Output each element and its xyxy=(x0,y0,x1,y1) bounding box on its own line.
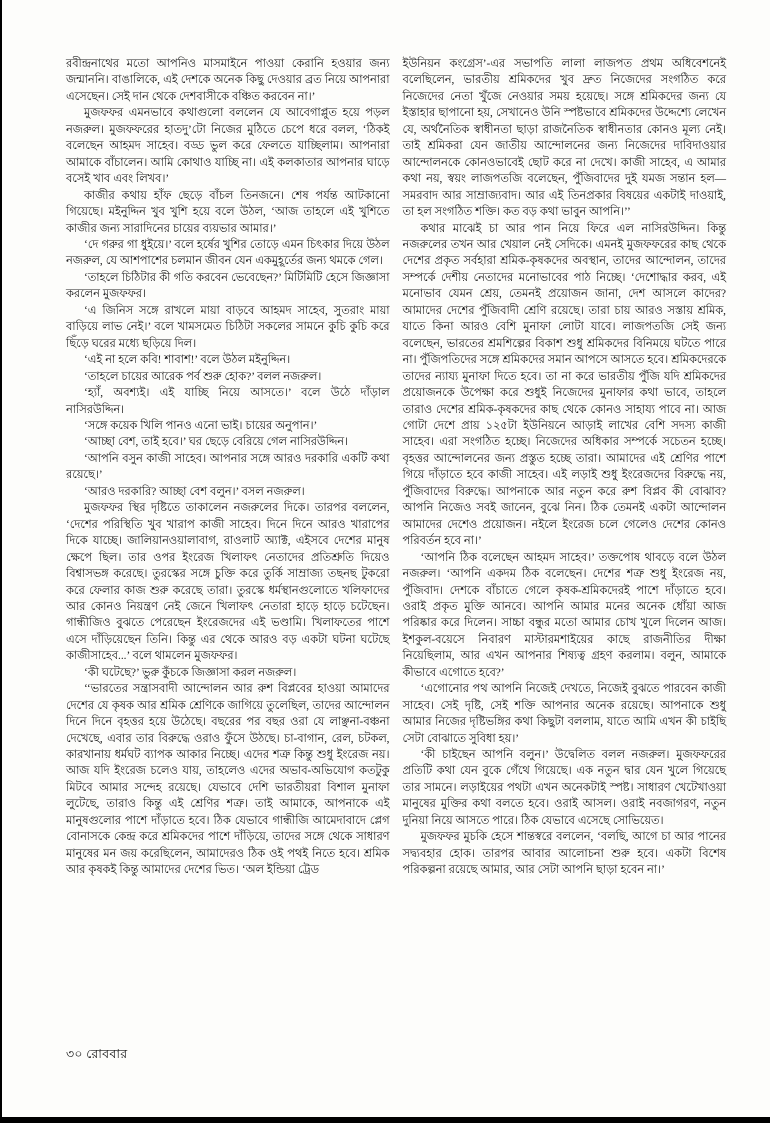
paragraph: মুজফফর মুচকি হেসে শান্তস্বরে বললেন, ‘বলছি, আগে চা আর পানের সদ্ব্যবহার হোক। তারপর আবার আলোচনা শুরু হবে। একটা বিশেষ পরিকল্পনা রয়েছে আমার, আর সেটা আপনি ছাড়া হবেন না।’ xyxy=(402,831,726,877)
paragraph: ‘এই না হলে কবি! শাবাশ!’ বলে উঠল মইনুদ্দিন। xyxy=(84,354,291,367)
paragraph: ‘তাহলে চায়ের আরেক পর্ব শুরু হোক?’ বলল নজরুল। xyxy=(84,370,322,383)
paragraph: কাজীর কথায় হাঁফ ছেড়ে বাঁচল তিনজনে। শেষ পর্যন্ত আটকানো গিয়েছে। মইনুদ্দিন খুব খুশি হয়ে বলে উঠল, ‘আজ তাহলে এই খুশিতে কাজীর জন্য সারাদিনের চায়ের ব্যয়ভার আমার।’ xyxy=(66,189,390,235)
paragraph: ‘দে গরুর গা ধুইয়ে।’ বলে হর্ষের খুশির তোড়ে এমন চিৎকার দিয়ে উঠল নজরুল, যে আশপাশের চলমান জীবন যেন একমুহূর্তের জন্য থমকে গেল। xyxy=(66,238,390,268)
page-edge-bottom xyxy=(0,1117,770,1123)
paragraph: ‘কী ঘটেছে?’ ভুরু কুঁচকে জিজ্ঞাসা করল নজরুল। xyxy=(84,666,297,679)
paragraph: ‘হ্যাঁ, অবশ্যই। এই যাচ্ছি নিয়ে আসতে।’ বলে উঠে দাঁড়াল নাসিরউদ্দিন। xyxy=(66,387,390,416)
paragraph: ‘কী চাইছেন আপনি বলুন।’ উদ্বেলিত বলল নজরুল। মুজফফরের প্রতিটি কথা যেন বুকে গেঁথে গিয়েছে। এক নতুন দ্বার যেন খুলে গিয়েছে তার সামনে। লড়াইয়ের পথটা এখন অনেকটাই স্পষ্ট। সাধারণ খেটেখাওয়া মানুষের মুক্তির কথা বলতে হবে। ওরাই আসল। ওরাই নবজাগরণ, নতুন দুনিয়া নিয়ে আসতে পারে। ঠিক যেভাবে এসেছে সোভিয়েত। xyxy=(402,749,726,827)
paragraph: ‘‘ভারতের সন্ত্রাসবাদী আন্দোলন আর রুশ বিপ্লবের হাওয়া আমাদের দেশের যে কৃষক আর শ্রমিক শ্রেণিকে জাগিয়ে তুলেছিল, তাদের আন্দোলন দিনে দিনে বৃহত্তর হয়ে উঠেছে। বছরের পর বছর ওরা যে লাঞ্ছনা-বঞ্চনা দেখেছে, এবার তার বিরুদ্ধে ওরাও ফুঁসে উঠছে। চা-বাগান, রেল, চটকল, কারখানায় ধর্মঘট ব্যাপক আকার নিচ্ছে। এদের শত্রু কিন্তু শুধু ইংরেজ নয়। আজ যদি ইংরেজ চলেও যায়, তাহলেও এদের অভাব-অভিযোগ কতটুকু মিটবে আমার সন্দেহ রয়েছে। যেভাবে দেশি ভারতীয়রা বিশাল মুনাফা লুটেছে, তারাও কিন্তু এই শ্রেণির শত্রু। তাই আমাকে, আপনাকে এই মানুষগুলোর পাশে দাঁড়াতে হবে। ঠিক যেভাবে গান্ধীজি আমেদাবাদে প্লেগ বোনাসকে কেন্দ্র করে শ্রমিকদের পাশে দাঁড়িয়ে, তাদের সঙ্গে থেকে সাধারণ মানুষের মন জয় করেছিলেন, আমাদেরও ঠিক ওই পথই নিতে হবে। শ্রমিক আর কৃষকই কিন্তু আমাদের দেশের ভিত। ‘অল ইন্ডিয়া ট্রেড xyxy=(66,683,390,877)
paragraph: ‘এ জিনিস সঙ্গে রাখলে মায়া বাড়বে আহমদ সাহেব, সুতরাং মায়া বাড়িয়ে লাভ নেই।’ বলে খামসমেত চিঠিটা সকলের সামনে কুচি কুচি করে ছিঁড়ে ঘরের মধ্যে ছড়িয়ে দিল। xyxy=(66,304,390,350)
paragraph: কথার মাঝেই চা আর পান নিয়ে ফিরে এল নাসিরউদ্দিন। কিন্তু নজরুলের তখন আর খেয়াল নেই সেদিকে। এমনই মুজফফরের কাছ থেকে দেশের প্রকৃত সর্বহারা শ্রমিক-কৃষকদের অবস্থান, তাদের আন্দোলন, তাদের সম্পর্কে দেশীয় নেতাদের মনোভাবের পাঠ নিচ্ছে। ‘দেশোদ্ধার করব, এই মনোভাব যেমন শ্রেয়, তেমনই প্রয়োজন জানা, দেশ আসলে কাদের? আমাদের দেশের পুঁজিবাদী শ্রেণি রয়েছে। তারা চায় আরও সস্তায় শ্রমিক, যাতে কিনা আরও বেশি মুনাফা লোটা যাবে। লাজপতজি সেই জন্য বলেছেন, ভারতের শ্রমশিল্পের বিকাশ শুধু শ্রমিকদের বিনিময়ে ঘটতে পারে না। পুঁজিপতিদের সঙ্গে শ্রমিকদের সমান আপসে আসতে হবে। শ্রমিকদেরকে তাদের ন্যায্য মুনাফা দিতে হবে। তা না করে ভারতীয় পুঁজি যদি শ্রমিকদের প্রয়োজনকে উপেক্ষা করে শুধুই নিজেদের মুনাফার কথা ভাবে, তাহলে তারাও দেশের শ্রমিক-কৃষকদের কাছ থেকে কোনও সাহায্য পাবে না। আজ গোটা দেশে প্রায় ১২৫টা ইউনিয়নে আড়াই লাখের বেশি সদস্য কাজী সাহেব। এরা সংগঠিত হচ্ছে। নিজেদের অধিকার সম্পর্কে সচেতন হচ্ছে। বৃহত্তর আন্দোলনের জন্য প্রস্তুত হচ্ছে তারা। আমাদের এই শ্রেণির পাশে গিয়ে দাঁড়াতে হবে কাজী সাহেব। এই লড়াই শুধু ইংরেজদের বিরুদ্ধে নয়, পুঁজিবাদের বিরুদ্ধে। আপনাকে আর নতুন করে রুশ বিপ্লব কী বোঝাব? আপনি নিজেও সবই জানেন, বুঝে নিন। ঠিক তেমনই একটা আন্দোলন আমাদের দেশেও প্রয়োজন। নইলে ইংরেজ চলে গেলেও দেশের কোনও পরিবর্তন হবে না।’ xyxy=(402,222,726,548)
paragraph: ইউনিয়ন কংগ্রেস’-এর সভাপতি লালা লাজপত প্রথম অধিবেশনেই বলেছিলেন, ভারতীয় শ্রমিকদের খুব দ্রুত নিজেদের সংগঠিত করে নিজেদের নেতা খুঁজে নেওয়ার সময় হয়েছে। সঙ্গে শ্রমিকদের জন্য যে ইস্তাহার ছাপানো হয়, সেখানেও উনি স্পষ্টভাবে শ্রমিকদের উদ্দেশ্যে লেখেন যে, অর্থনৈতিক স্বাধীনতা ছাড়া রাজনৈতিক স্বাধীনতার কোনও মূল্য নেই। তাই শ্রমিকরা যেন জাতীয় আন্দোলনের জন্য নিজেদের দাবিদাওয়ার আন্দোলনকে কোনওভাবেই ছোট করে না দেখে। কাজী সাহেব, এ আমার কথা নয়, স্বয়ং লাজপতজি বলেছেন, পুঁজিবাদের দুই যমজ সন্তান হল— সমরবাদ আর সাম্রাজ্যবাদ। আর এই তিনপ্রকার বিষয়ের একটাই দাওয়াই, তা হল সংগঠিত শক্তি। কত বড় কথা ভাবুন আপনি।’’ xyxy=(402,58,726,219)
paragraph: ‘সঙ্গে কয়েক খিলি পানও এনো ভাই। চায়ের অনুপান।’ xyxy=(84,419,318,432)
paragraph: ‘এগোনোর পথ আপনি নিজেই দেখতে, নিজেই বুঝতে পারবেন কাজী সাহেব। সেই দৃষ্টি, সেই শক্তি আপনার অনেক রয়েছে। আপনাকে শুধু আমার নিজের দৃষ্টিভঙ্গির কথা কিছুটা বললাম, যাতে আমি এখন কী চাইছি সেটা বোঝাতে সুবিধা হয়।’ xyxy=(402,683,726,745)
paragraph: ‘আপনি ঠিক বলেছেন আহমদ সাহেব।’ তক্তপোষ থাবড়ে বলে উঠল নজরুল। ‘আপনি একদম ঠিক বলেছেন। দেশের শত্রু শুধু ইংরেজ নয়, পুঁজিবাদ। দেশকে বাঁচাতে গেলে কৃষক-শ্রমিকদেরই পাশে দাঁড়াতে হবে। ওরাই প্রকৃত মুক্তি আনবে। আপনি আমার মনের অনেক ধোঁয়া আজ পরিষ্কার করে দিলেন। সাচ্চা বন্ধুর মতো আমার চোখ খুলে দিলেন আজ। ইশকুল-বয়েসে নিবারণ মাস্টারমশাইয়ের কাছে রাজনীতির দীক্ষা নিয়েছিলাম, আর এখন আপনার শিষ্যত্ব গ্রহণ করলাম। বলুন, আমাকে কীভাবে এগোতে হবে?’ xyxy=(402,551,726,679)
column-right xyxy=(403,56,727,879)
paragraph: ‘আরও দরকারি? আচ্ছা বেশ বলুন।’ বসল নজরুল। xyxy=(84,485,305,498)
paragraph: মুজফফর স্থির দৃষ্টিতে তাকালেন নজরুলের দিকে। তারপর বললেন, ‘দেশের পরিস্থিতি খুব খারাপ কাজী সাহেব। দিনে দিনে আরও খারাপের দিকে যাচ্ছে। জালিয়ানওয়ালাবাগ, রাওলাট অ্যাক্ট, এইসবে দেশের মানুষ ক্ষেপে ছিল। তার ওপর ইংরেজ খিলাফৎ নেতাদের প্রতিশ্রুতি দিয়েও বিশ্বাসভঙ্গ করেছে। তুরস্কের সঙ্গে চুক্তি করে তুর্কি সাম্রাজ্য তছনছ টুকরো করে ফেলার কাজ শুরু করেছে তারা। তুরস্কে ধর্মস্থানগুলোতে খলিফাদের আর কোনও নিয়ন্ত্রণ নেই জেনে খিলাফৎ নেতারা হাড়ে হাড়ে চটেছেন। গান্ধীজিও বুঝতে পেরেছেন ইংরেজদের এই ভণ্ডামি। খিলাফতের পাশে এসে দাঁড়িয়েছেন তিনি। কিন্তু এর থেকে আরও বড় একটা ঘটনা ঘটেছে কাজীসাহেব...’ বলে থামলেন মুজফফর। xyxy=(66,502,390,663)
paragraph: ‘আচ্ছা বেশ, তাই হবে।’ ঘর ছেড়ে বেরিয়ে গেল নাসিরউদ্দিন। xyxy=(84,436,349,449)
page-footer: ৩০ রোববার xyxy=(66,1047,128,1061)
paragraph: ‘আপনি বসুন কাজী সাহেব। আপনার সঙ্গে আরও দরকারি একটি কথা রয়েছে।’ xyxy=(66,452,390,482)
text-columns xyxy=(66,56,726,879)
paragraph: ‘তাহলে চিঠিটার কী গতি করবেন ভেবেছেন?’ মিটিমিটি হেসে জিজ্ঞাসা করলেন মুজফফর। xyxy=(66,271,390,301)
paragraph: মুজফফর এমনভাবে কথাগুলো বললেন যে আবেগাপ্লুত হয়ে পড়ল নজরুল। মুজফফরের হাতদু’টো নিজের মুঠিতে চেপে ধরে বলল, ‘ঠিকই বলেছেন আহমদ সাহেব। বড্ড ভুল করে ফেলতে যাচ্ছিলাম। আপনারা আমাকে বাঁচালেন। আমি কোথাও যাচ্ছি না। এই কলকাতার আপনার ঘাড়ে বসেই খাব এবং লিখব।’ xyxy=(66,107,390,186)
column-left xyxy=(66,56,390,879)
paragraph: রবীন্দ্রনাথের মতো আপনিও মাসমাইনে পাওয়া কেরানি হওয়ার জন্য জন্মাননি। বাঙালিকে, এই দেশকে অনেক কিছু দেওয়ার ব্রত নিয়ে আপনারা এসেছেন। সেই দান থেকে দেশবাসীকে বঞ্চিত করবেন না।’ xyxy=(66,58,390,103)
page-edge-left xyxy=(0,0,2,1123)
